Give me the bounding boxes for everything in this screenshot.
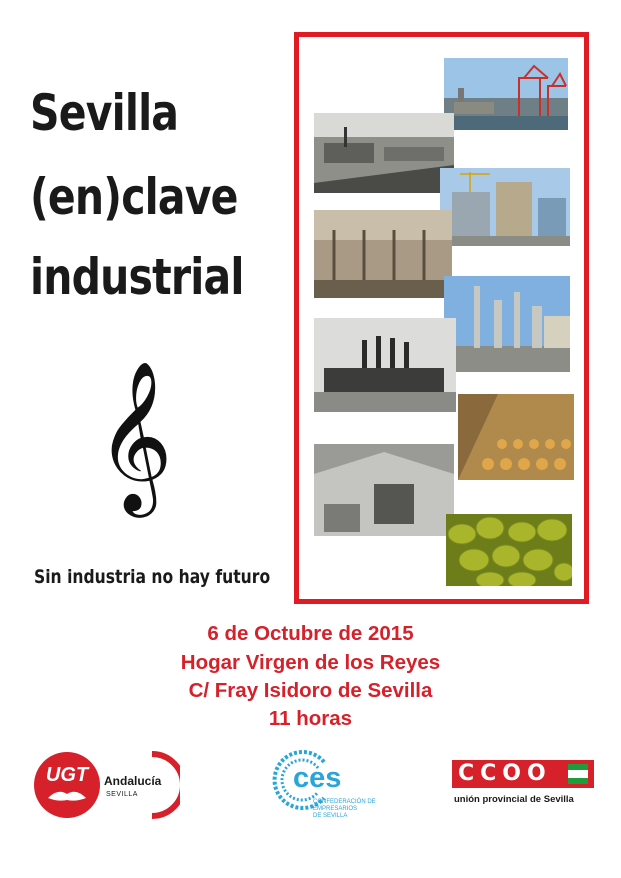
photo-modern-buildings bbox=[440, 168, 570, 246]
event-time: 11 horas bbox=[268, 707, 353, 730]
ces-line-1: CONFEDERACIÓN DE bbox=[313, 799, 376, 805]
photo-biscuit-conveyor bbox=[458, 394, 574, 480]
title-line-3: industrial bbox=[30, 248, 244, 306]
photo-refinery bbox=[444, 276, 570, 372]
ccoo-logo bbox=[452, 760, 594, 788]
ces-line-3: DE SEVILLA bbox=[313, 813, 348, 819]
tagline: Sin industria no hay futuro bbox=[34, 566, 271, 588]
modern-buildings-photo bbox=[440, 168, 570, 246]
factory-chimneys-photo bbox=[314, 318, 456, 412]
treble-clef-icon: 𝄞 bbox=[96, 359, 173, 511]
photo-historic-warehouse bbox=[314, 444, 454, 536]
ugt-city: SEVILLA bbox=[106, 791, 138, 798]
andalucia-flag-icon bbox=[568, 764, 588, 784]
event-venue: Hogar Virgen de los Reyes bbox=[180, 651, 441, 674]
title-line-2: (en)clave bbox=[30, 168, 238, 226]
handshake-icon bbox=[34, 752, 100, 818]
photo-port-cranes bbox=[444, 58, 568, 130]
ccoo-subtitle: unión provincial de Sevilla bbox=[454, 794, 574, 805]
ugt-logo bbox=[34, 752, 100, 818]
conveyor-photo bbox=[458, 394, 574, 480]
ccoo-mark: CCOO bbox=[458, 761, 552, 786]
port-cranes-photo bbox=[444, 58, 568, 130]
event-address: C/ Fray Isidoro de Sevilla bbox=[188, 679, 433, 702]
title-line-1: Sevilla bbox=[30, 84, 179, 142]
red-arc-icon bbox=[150, 750, 180, 820]
historic-shipyard-photo bbox=[314, 113, 454, 193]
photo-historic-factory-interior bbox=[314, 210, 452, 298]
ugt-logo-text: UGT bbox=[45, 764, 89, 786]
ugt-region: Andalucía bbox=[104, 774, 162, 788]
warehouse-photo bbox=[314, 444, 454, 536]
photo-historic-shipyard bbox=[314, 113, 454, 193]
factory-interior-photo bbox=[314, 210, 452, 298]
event-date: 6 de Octubre de 2015 bbox=[207, 622, 414, 645]
photo-historic-chimneys bbox=[314, 318, 456, 412]
refinery-photo bbox=[444, 276, 570, 372]
photo-green-olives bbox=[446, 514, 572, 586]
ces-line-2: EMPRESARIOS bbox=[313, 806, 358, 812]
olives-photo bbox=[446, 514, 572, 586]
ces-mark: ces bbox=[293, 762, 342, 794]
